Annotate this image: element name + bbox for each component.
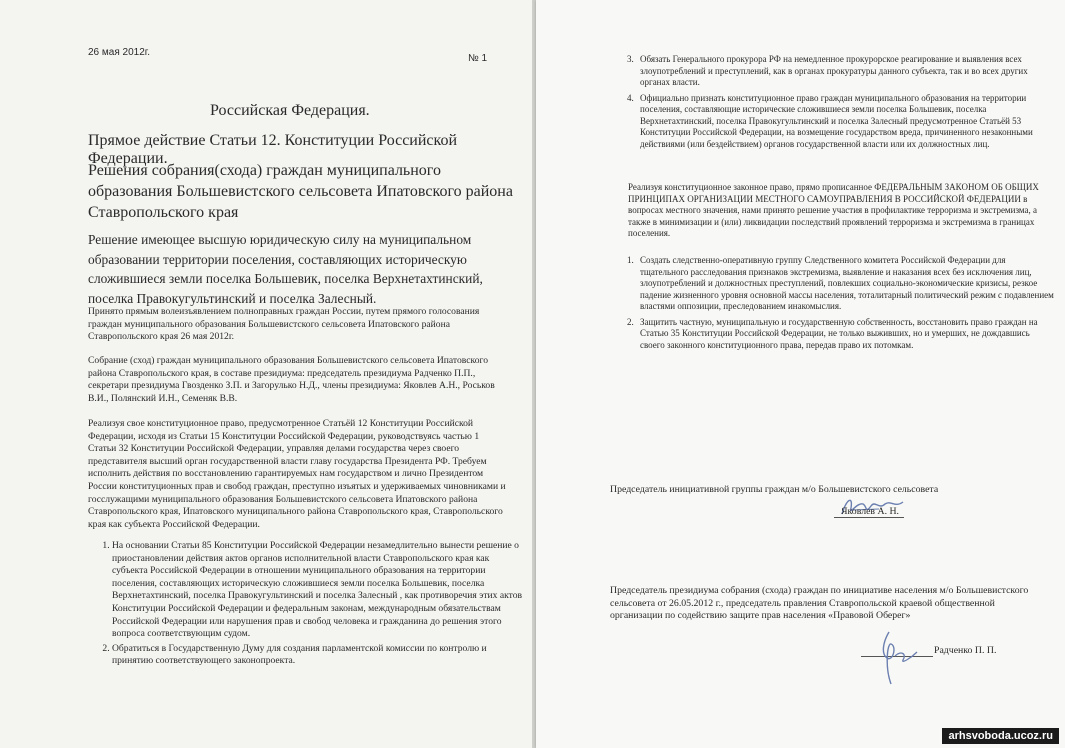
list-item: 1. На основании Статьи 85 Конституции Российской Федерации незамедлительно вынести решение о приостановлении действия актов органов исполнительной власти Ставропольского края как субъекта Российской Федерации в отношении муниципального образования на территории поселения, составляющих историческую сложившиеся земли поселка Большевик, поселка Верхнетахтинский, поселка Правокугультинский и поселка Залесный , как противоречия этих актов Конституции Российской Федерации и федеральным законам, международным обязательствам Российской Федерации или нарушения прав и свобод человека и гражданина до решения этого вопроса соответствующим судом.	[112, 540, 527, 641]
signature-1-name: Яковлев А. Н.	[841, 506, 900, 517]
terrorism-measures-list	[626, 255, 1056, 355]
list-item: 1. Создать следственно-оперативную группу Следственного комитета Российской Федерации для тщательного расследования признаков экстремизма, выявление и наказания всех без исключения лиц, злоупотреблений и должностных преступлений, повлекших социально-экономические кризисы, резкое падение жизненного уровня основной массы населения, тоталитарный политический режим с подавлением властями оппозиции, преследованием инакомыслия.	[636, 255, 1056, 313]
site-watermark: arhsvoboda.ucoz.ru	[942, 728, 1059, 744]
paragraph-assembly: Собрание (сход) граждан муниципального образования Большевистского сельсовета Ипатовского района Ставропольского края, в составе президиума: председатель президиума Радченко П.П., секретари президиума Гвозденко З.П. и Загорулько Н.Д., члены президиума: Яковлев А.Н., Роськов В.И., Полянский И.Н., Семеняк В.В.	[88, 355, 495, 404]
title-federation: Российская Федерация.	[210, 102, 370, 119]
paragraph-realizing: Реализуя свое конституционное право, предусмотренное Статьёй 12 Конституции Российской Федерации, исходя из Статьи 15 Конституции Российской Федерации, руководствуясь частью 1 Статьи 32 Конституции Российской Федерации, управляя делами государства через своего представителя высший орган государственной власти главу государства Президента РФ. Требуем исполнить действия по восстановлению гарантируемых нам государством и лично Президентом России конституционных прав и свобод граждан, преступно изъятых и удерживаемых чиновниками и госслужащими муниципального образования Большевистского сельсовета Ипатовского района Ставропольского края, Ипатовского муниципального района Ставропольского края, Ставропольского края как субъекта Российской Федерации.	[88, 418, 506, 530]
list-item: 3. Обязать Генерального прокурора РФ на немедленное прокурорское реагирование и выявления всех злоупотреблений и преступлений, как в органах прокуратуры данного субъекта, так и во всех других органах власти.	[636, 54, 1056, 89]
title-decisions: Решения собрания(схода) граждан муниципального образования Большевистского сельсовета Ипатовского района Ставропольского края	[88, 162, 513, 221]
signature-2-scribble	[871, 628, 931, 688]
decision-force-heading: Решение имеющее высшую юридическую силу на муниципальном образовании территории поселения, составляющих историческую сложившиеся земли поселка Большевик, поселка Верхнетахтинский, поселка Правокугультинский и поселка Залесный.	[88, 232, 483, 306]
demands-list-continued	[626, 54, 1056, 154]
signature-2-caption: Председатель президиума собрания (схода) граждан по инициативе населения м/о Большевистского сельсовета от 26.05.2012 г., председатель правления Ставропольской краевой общественной организации по содействию защите прав населения «Правовой Оберег»	[610, 585, 1029, 622]
right-page	[536, 0, 1065, 748]
list-item: 2. Обратиться в Государственную Думу для создания парламентской комиссии по контролю и принятию соответствующего законопроекта.	[112, 643, 527, 668]
paragraph-realize-law: Реализуя конституционное законное право, прямо прописанное ФЕДЕРАЛЬНЫМ ЗАКОНОМ ОБ ОБЩИХ ПРИНЦИПАХ ОРГАНИЗАЦИИ МЕСТНОГО САМОУПРАВЛЕНИЯ В РОССИЙСКОЙ ФЕДЕРАЦИИ в вопросах местного значения, нами принято решение участия в профилактике терроризма и экстремизма, а также в минимизации и (или) ликвидации последствий проявлений терроризма и экстремизма в границах поселения.	[628, 182, 1039, 238]
signature-1-caption: Председатель инициативной группы граждан м/о Большевистского сельсовета	[610, 484, 939, 495]
document-number: № 1	[468, 53, 488, 64]
list-item: 4. Официально признать конституционное право граждан муниципального образования на территории поселения, составляющие исторические сложившиеся земли поселка Большевик, поселка Верхнетахтинский, поселка Правокугультинский и поселка Залесный предусмотренное Статьёй 53 Конституции Российской Федерации, на возмещение государством вреда, причиненного незаконными действиями (или бездействием) органов государственной власти или их должностных лиц.	[636, 93, 1056, 151]
signature-2-name: Радченко П. П.	[934, 645, 997, 656]
document-date: 26 мая 2012г.	[88, 47, 150, 58]
demands-list	[88, 540, 527, 670]
paragraph-adopted: Принято прямым волеизъявлением полноправных граждан России, путем прямого голосования граждан муниципального образования Большевистского сельсовета Ипатовского района Ставропольского края 26 мая 2012г.	[88, 306, 480, 343]
title-direct-action: Прямое действие Статьи 12. Конституции Российской Федерации.	[88, 132, 458, 167]
left-page	[0, 0, 532, 748]
list-item: 2. Защитить частную, муниципальную и государственную собственность, восстановить право граждан на Статью 35 Конституции Российской Федерации, не только выживших, но и умерших, не дождавшись своего законного конституционного права, передав право их потомкам.	[636, 317, 1056, 352]
